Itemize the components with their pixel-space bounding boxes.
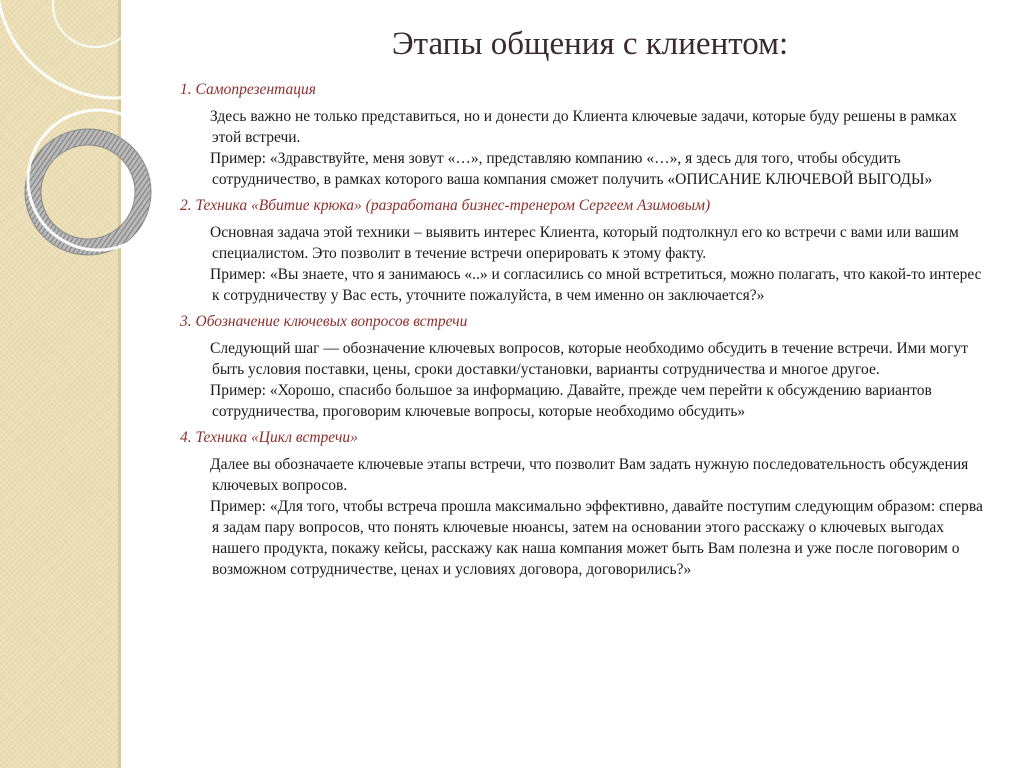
section-body (180, 106, 988, 190)
section-heading: 2. Техника «Вбитие крюка» (разработана бизнес-тренером Сергеем Азимовым) (180, 197, 711, 214)
content-area (180, 80, 988, 586)
page-title: Этапы общения с клиентом: (391, 26, 789, 62)
section-example: Пример: «Хорошо, спасибо большое за информацию. Давайте, прежде чем перейти к обсуждению вариантов сотрудничества, проговорим ключевые вопросы, которые необходимо обсудить» (210, 382, 932, 420)
section-example: Пример: «Вы знаете, что я занимаюсь «..» и согласились со мной встретиться, можно полагать, что какой-то интерес к сотрудничеству у Вас есть, уточните пожалуйста, в чем именно он заключается?» (210, 266, 982, 304)
section-text: Основная задача этой техники – выявить интерес Клиента, который подтолкнул его ко встречи с вами или вашим специалистом. Это позволит в течение встречи оперировать к этому факту. (210, 224, 959, 262)
section-3 (180, 312, 988, 422)
section-body (180, 222, 988, 306)
section-text: Следующий шаг — обозначение ключевых вопросов, которые необходимо обсудить в течение встречи. Ими могут быть условия поставки, цены, сроки доставки/установки, варианты сотрудничества и многое другое. (210, 340, 969, 378)
section-4 (180, 428, 988, 580)
section-2 (180, 196, 988, 306)
section-heading: 4. Техника «Цикл встречи» (180, 429, 358, 446)
section-heading: 3. Обозначение ключевых вопросов встречи (180, 313, 468, 330)
section-text: Далее вы обозначаете ключевые этапы встречи, что позволит Вам задать нужную последовательность обсуждения ключевых вопросов. (210, 456, 969, 494)
section-body (180, 338, 988, 422)
section-text: Здесь важно не только представиться, но и донести до Клиента ключевые задачи, которые буду решены в рамках этой встречи. (210, 108, 957, 146)
section-example: Пример: «Здравствуйте, меня зовут «…», представляю компанию «…», я здесь для того, чтобы обсудить сотрудничество, в рамках которого ваша компания сможет получить «ОПИСАНИЕ КЛЮЧЕВОЙ ВЫГОДЫ» (210, 150, 933, 188)
section-example: Пример: «Для того, чтобы встреча прошла максимально эффективно, давайте поступим следующим образом: сперва я задам пару вопросов, что понять ключевые нюансы, затем на основании этого расскажу о ключевых выгодах нашего продукта, покажу кейсы, расскажу как наша компания может быть Вам полезна и уже после поговорим о возможном сотрудничестве, ценах и условиях договора, договорились?» (210, 498, 983, 578)
section-1 (180, 80, 988, 190)
section-body (180, 454, 988, 580)
section-heading: 1. Самопрезентация (180, 81, 316, 98)
